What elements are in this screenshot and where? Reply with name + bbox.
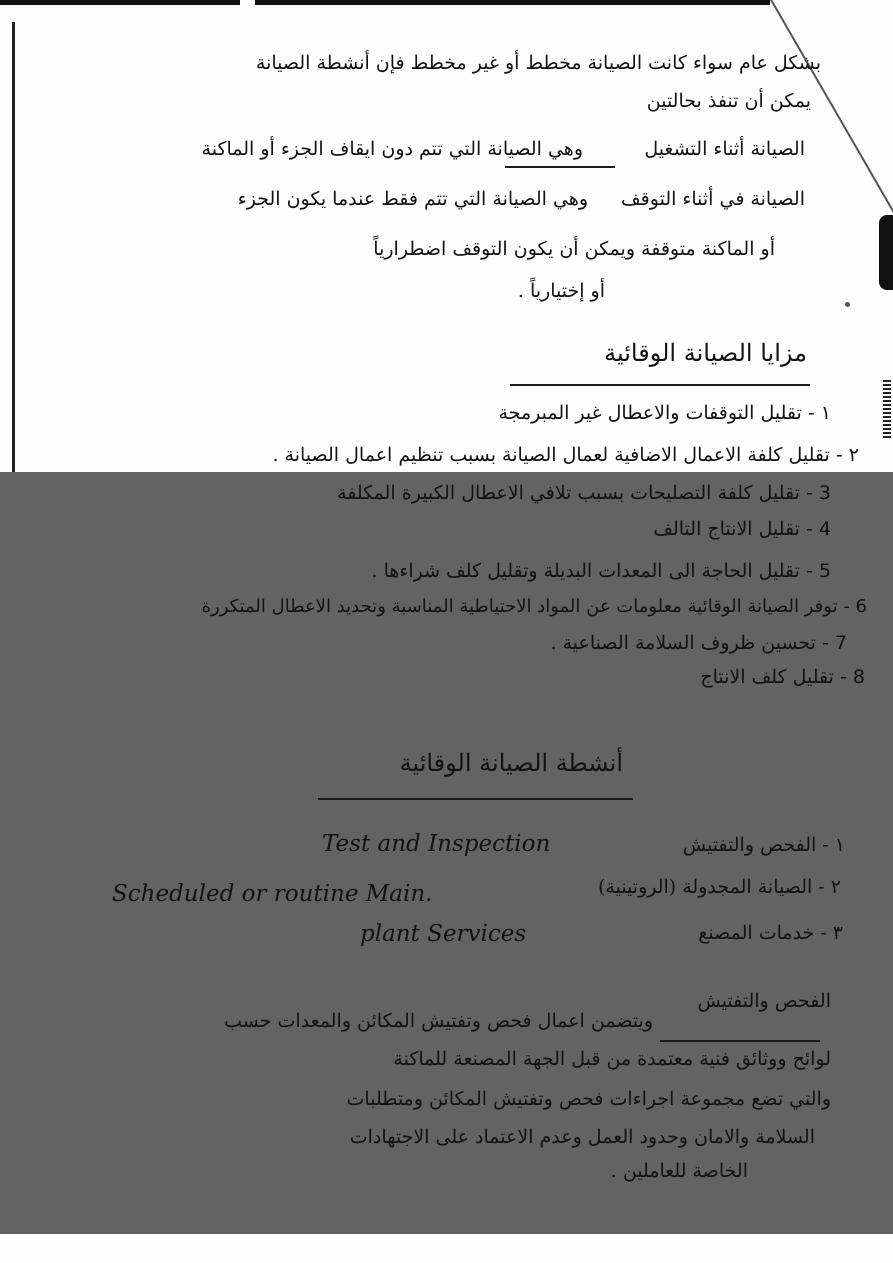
advantage-item: 5 - تقليل الحاجة الى المعدات البديلة وتقليل كلف شراءها . — [371, 560, 831, 582]
inspection-label: الفحص والتفتيش — [697, 990, 831, 1012]
shutdown-line-1: وهي الصيانة التي تتم فقط عندما يكون الجزء — [237, 188, 588, 210]
scan-edge-right — [255, 0, 770, 5]
intro-line-1: بشكل عام سواء كانت الصيانة مخطط أو غير مخطط فإن أنشطة الصيانة — [255, 52, 821, 74]
advantage-item: 4 - تقليل الانتاج التالف — [653, 518, 831, 540]
inspection-line-5: الخاصة للعاملين . — [610, 1160, 748, 1182]
shutdown-line-2: أو الماكنة متوقفة ويمكن أن يكون التوقف اضطرارياً — [373, 238, 775, 260]
activity-item-en: Test and Inspection — [322, 831, 551, 857]
activity-item-ar: ٣ - خدمات المصنع — [698, 922, 843, 944]
inspection-line-1: ويتضمن اعمال فحص وتفتيش المكائن والمعدات حسب — [224, 1010, 653, 1032]
advantages-heading: مزايا الصيانة الوقائية — [604, 339, 807, 367]
ink-dot — [845, 302, 850, 307]
activities-underline — [318, 798, 633, 800]
activity-item-ar: ٢ - الصيانة المجدولة (الروتينية) — [597, 876, 841, 898]
advantage-item: 6 - توفر الصيانة الوقائية معلومات عن المواد الاحتياطية المناسبة وتحديد الاعطال المتكررة — [201, 596, 867, 617]
advantage-item: 3 - تقليل كلفة التصليحات بسبب تلافي الاعطال الكبيرة المكلفة — [337, 482, 831, 504]
inspection-line-4: السلامة والامان وحدود العمل وعدم الاعتماد على الاجتهادات — [349, 1126, 815, 1148]
activity-item-en: plant Services — [360, 921, 527, 947]
shutdown-label: الصيانة في أثناء التوقف — [621, 188, 805, 210]
activity-item-ar: ١ - الفحص والتفتيش — [682, 834, 845, 856]
advantage-item: ٢ - تقليل كلفة الاعمال الاضافية لعمال الصيانة بسبب تنظيم اعمال الصيانة . — [272, 444, 859, 466]
advantage-item: 8 - تقليل كلف الانتاج — [700, 666, 865, 688]
inspection-line-2: لوائح ووثائق فنية معتمدة من قبل الجهة المصنعة للماكنة — [393, 1048, 831, 1070]
scan-smudge — [883, 380, 891, 440]
intro-line-2: يمكن أن تنفذ بحالتين — [646, 90, 811, 112]
running-label-underline — [505, 166, 615, 168]
scan-edge-left — [0, 0, 240, 5]
activities-heading: أنشطة الصيانة الوقائية — [399, 749, 623, 777]
inspection-line-3: والتي تضع مجموعة اجراءات فحص وتفتيش المكائن ومتطلبات — [346, 1088, 831, 1110]
shutdown-line-3: أو إختيارياً . — [517, 280, 605, 302]
running-label: الصيانة أثناء التشغيل — [644, 138, 805, 160]
advantage-item: ١ - تقليل التوقفات والاعطال غير المبرمجة — [498, 402, 831, 424]
scan-blot — [879, 215, 893, 290]
advantage-item: 7 - تحسين ظروف السلامة الصناعية . — [550, 632, 847, 654]
running-text: وهي الصيانة التي تتم دون ايقاف الجزء أو الماكنة — [201, 138, 583, 160]
advantages-underline — [510, 384, 810, 386]
inspection-underline — [660, 1040, 820, 1042]
activity-item-en: Scheduled or routine Main. — [112, 881, 433, 907]
